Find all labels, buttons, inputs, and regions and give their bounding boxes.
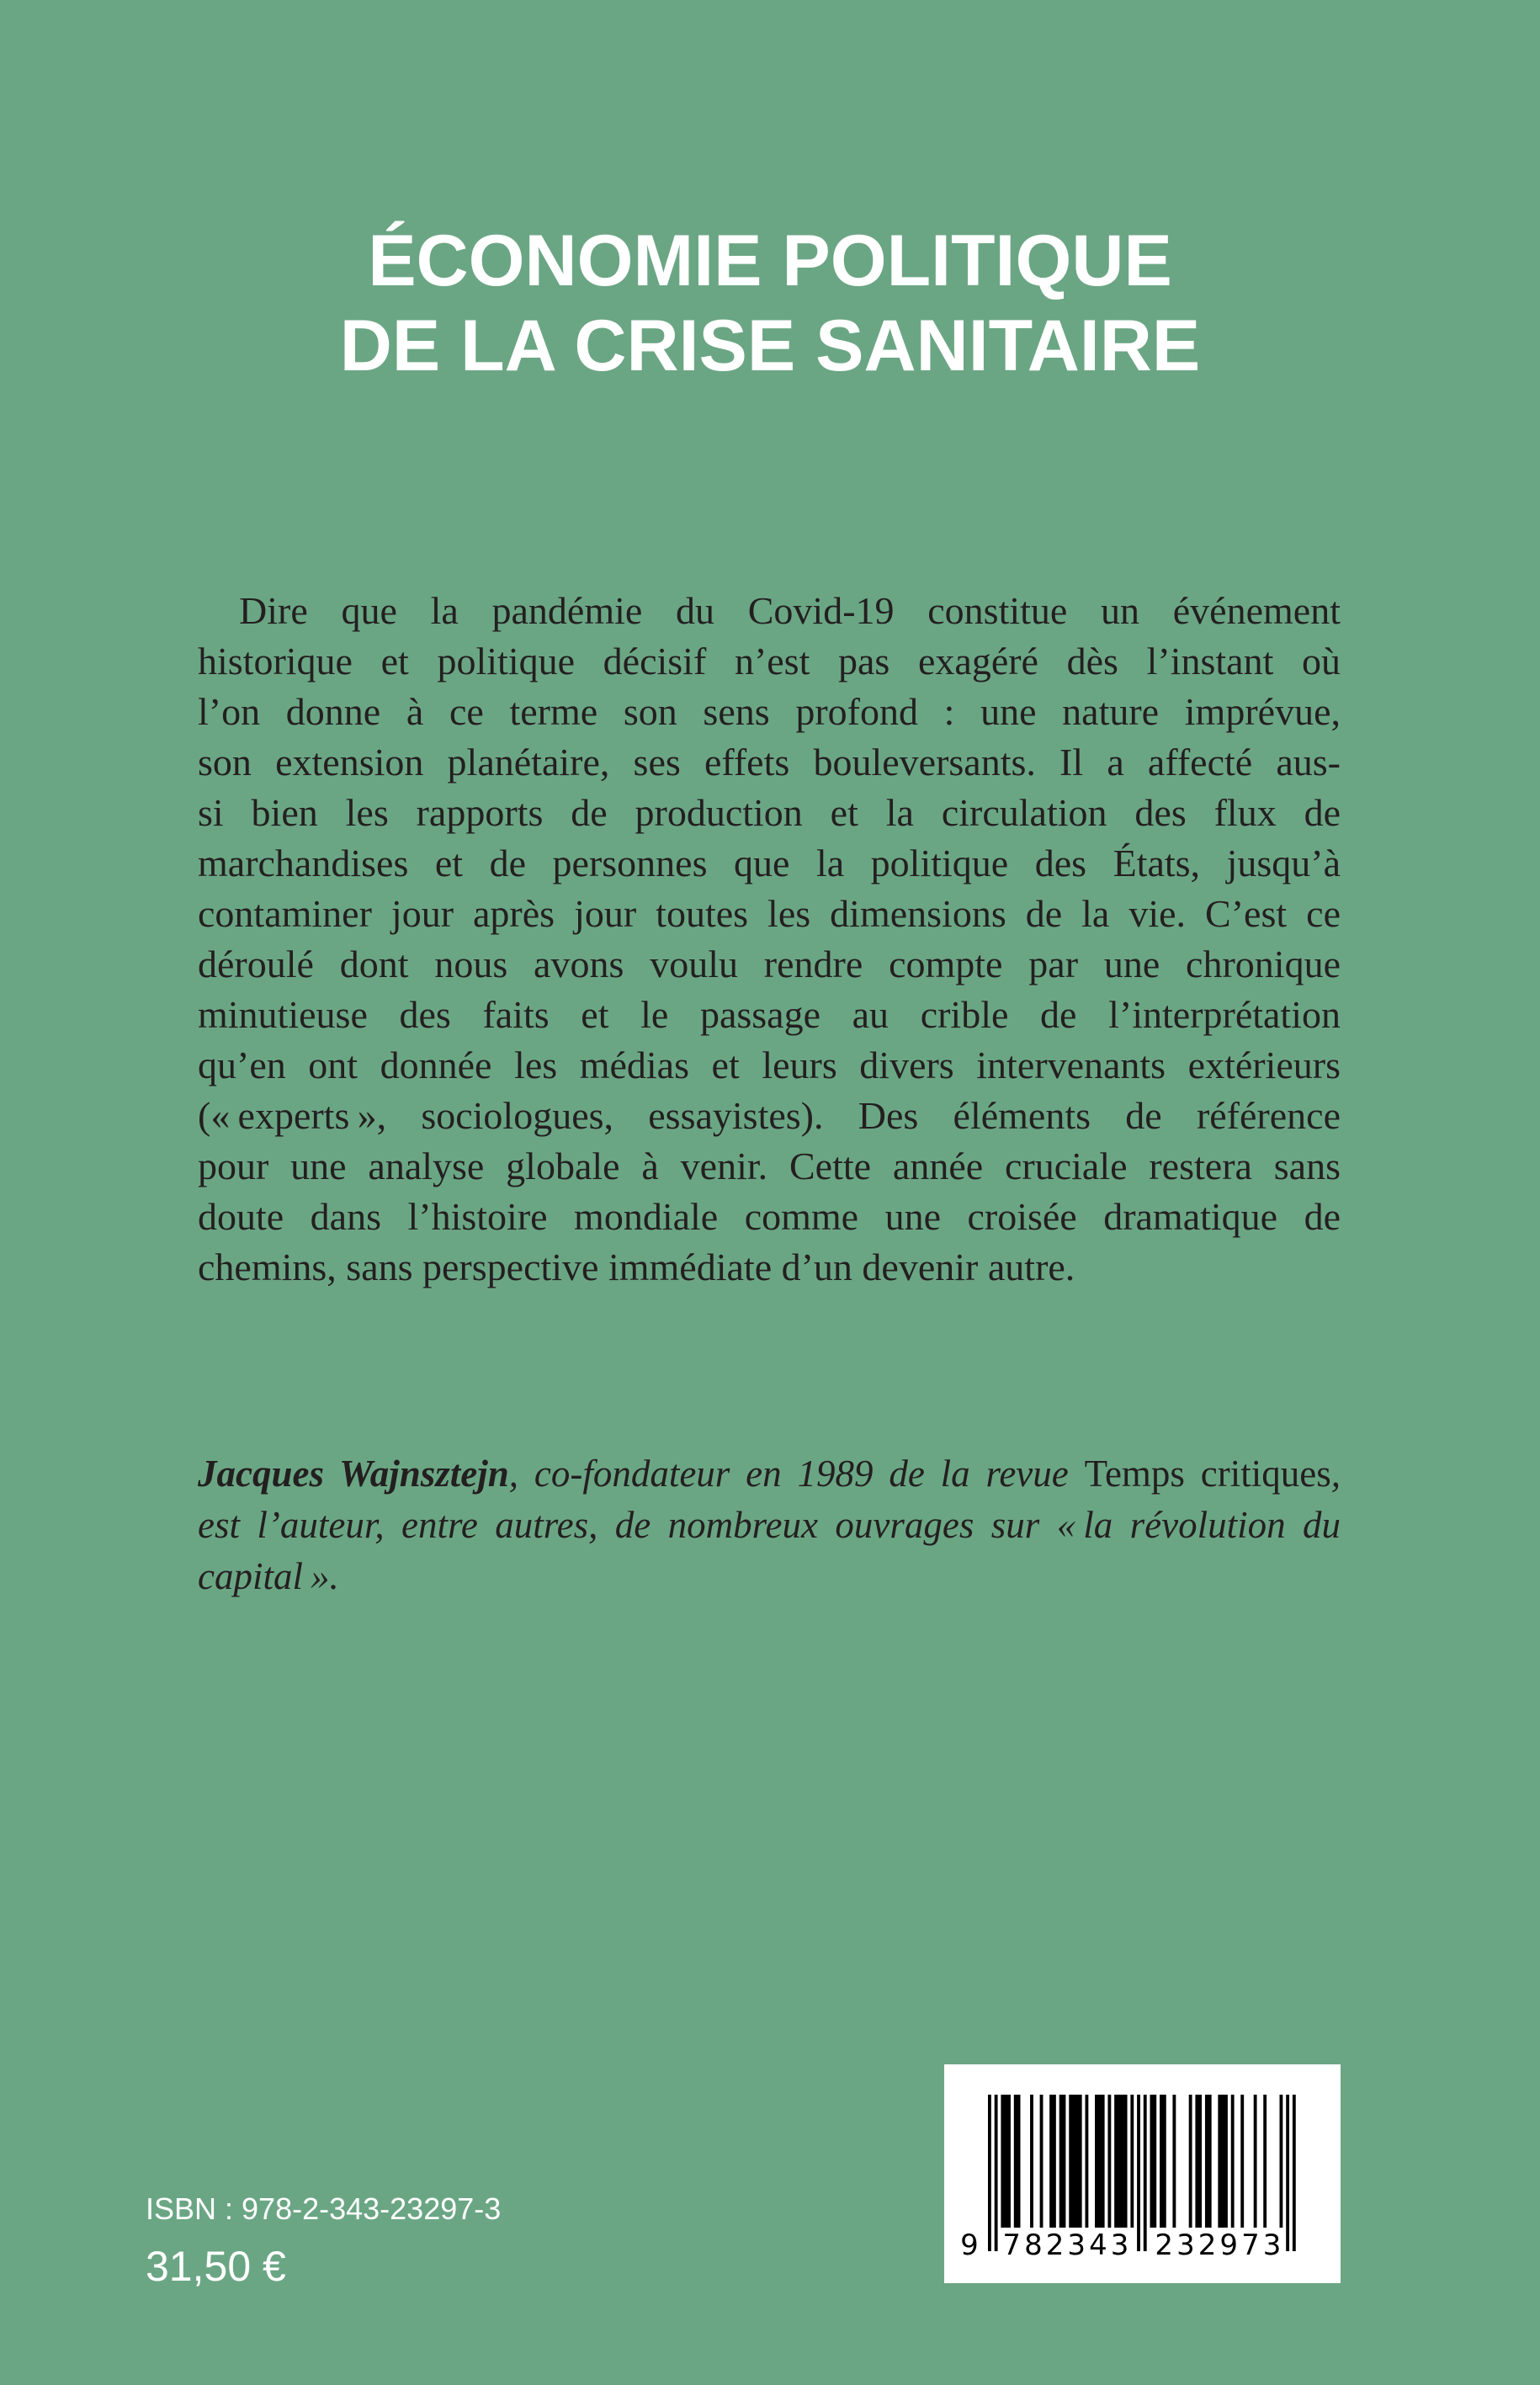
barcode-left-digits: 782343: [1002, 2228, 1129, 2262]
barcode-bar: [1205, 2095, 1212, 2228]
barcode-bar: [1254, 2095, 1257, 2228]
blurb-line: si bien les rapports de production et la circulation des flux de: [198, 791, 1341, 834]
blurb-line: marchandises et de personnes que la politique des États, jusqu’à: [198, 842, 1341, 884]
journal-name: Temps critiques: [1084, 1453, 1331, 1495]
author-note: [198, 1448, 1341, 1602]
blurb-line: contaminer jour après jour toutes les dimensions de la vie. C’est ce: [198, 892, 1341, 935]
blurb-line: (« experts », sociologues, essayistes). Des éléments de référence: [198, 1094, 1341, 1137]
blurb-line: chemins, sans perspective immédiate d’un devenir autre.: [198, 1246, 1075, 1288]
barcode-guard-bar: [1286, 2095, 1289, 2251]
blurb-line: minutieuse des faits et le passage au crible de l’interprétation: [198, 993, 1341, 1036]
barcode-bar: [1014, 2095, 1021, 2228]
barcode-guard-bar: [1144, 2095, 1147, 2251]
barcode-bar: [1059, 2095, 1066, 2228]
barcode-bar: [1095, 2095, 1105, 2228]
author-note-line-1: [198, 1448, 1341, 1500]
blurb-line: qu’en ont donnée les médias et leurs divers intervenants extérieurs: [198, 1044, 1341, 1086]
barcode-bar: [1114, 2095, 1127, 2228]
author-note-line-3: capital ».: [198, 1555, 339, 1597]
barcode-bar: [1160, 2095, 1166, 2228]
author-role: , co-fondateur en 1989 de la revue: [508, 1453, 1085, 1495]
barcode-right-digits: 232973: [1155, 2228, 1282, 2262]
blurb-line: doute dans l’histoire mondiale comme une croisée dramatique de: [198, 1195, 1341, 1238]
barcode-bar: [1218, 2095, 1228, 2228]
barcode-bar: [1049, 2095, 1056, 2228]
barcode-bar: [1040, 2095, 1043, 2228]
barcode-bar: [1280, 2095, 1283, 2228]
barcode-bar: [1263, 2095, 1267, 2228]
blurb-line: déroulé dont nous avons voulu rendre compte par une chronique: [198, 943, 1341, 985]
blurb-line: l’on donne à ce terme son sens profond : une nature imprévue,: [198, 690, 1341, 733]
blurb-line: pour une analyse globale à venir. Cette année cruciale restera sans: [198, 1145, 1341, 1187]
barcode-bar: [1195, 2095, 1202, 2228]
barcode-graphic: [944, 2064, 1341, 2283]
author-note-line-2: est l’auteur, entre autres, de nombreux ouvrages sur « la révolution du: [198, 1504, 1341, 1546]
barcode-bar: [1001, 2095, 1011, 2228]
barcode-bar: [1172, 2095, 1176, 2228]
blurb-line: Dire que la pandémie du Covid-19 constitue un événement: [239, 589, 1341, 632]
barcode-bar: [1086, 2095, 1089, 2228]
barcode-guard-bar: [995, 2095, 998, 2251]
title-line-1: ÉCONOMIE POLITIQUE: [368, 220, 1172, 301]
barcode: [944, 2064, 1341, 2283]
barcode-bar: [1130, 2095, 1134, 2228]
blurb-line: historique et politique décisif n’est pas exagéré dès l’instant où: [198, 640, 1341, 683]
title-line-2: DE LA CRISE SANITAIRE: [339, 305, 1201, 386]
barcode-guard-bar: [1293, 2095, 1296, 2251]
barcode-bar: [1240, 2095, 1244, 2228]
barcode-guard-bar: [988, 2095, 991, 2251]
barcode-bar: [1231, 2095, 1235, 2228]
barcode-bar: [1107, 2095, 1111, 2228]
barcode-bar: [1189, 2095, 1192, 2228]
barcode-first-digit: 9: [960, 2228, 979, 2262]
price-text: 31,50 €: [146, 2243, 286, 2290]
author-name: Jacques Wajnsztejn: [198, 1453, 509, 1495]
blurb-paragraph: [198, 586, 1341, 1293]
barcode-bar: [1069, 2095, 1081, 2228]
author-note-comma: ,: [1330, 1453, 1341, 1495]
barcode-guard-bar: [1137, 2095, 1140, 2251]
blurb-line: son extension planétaire, ses effets bouleversants. Il a affecté aus-: [198, 741, 1341, 783]
book-title: [0, 219, 1540, 389]
barcode-bar: [1030, 2095, 1033, 2228]
barcode-bar: [1150, 2095, 1157, 2228]
isbn-text: ISBN : 978-2-343-23297-3: [146, 2191, 502, 2226]
